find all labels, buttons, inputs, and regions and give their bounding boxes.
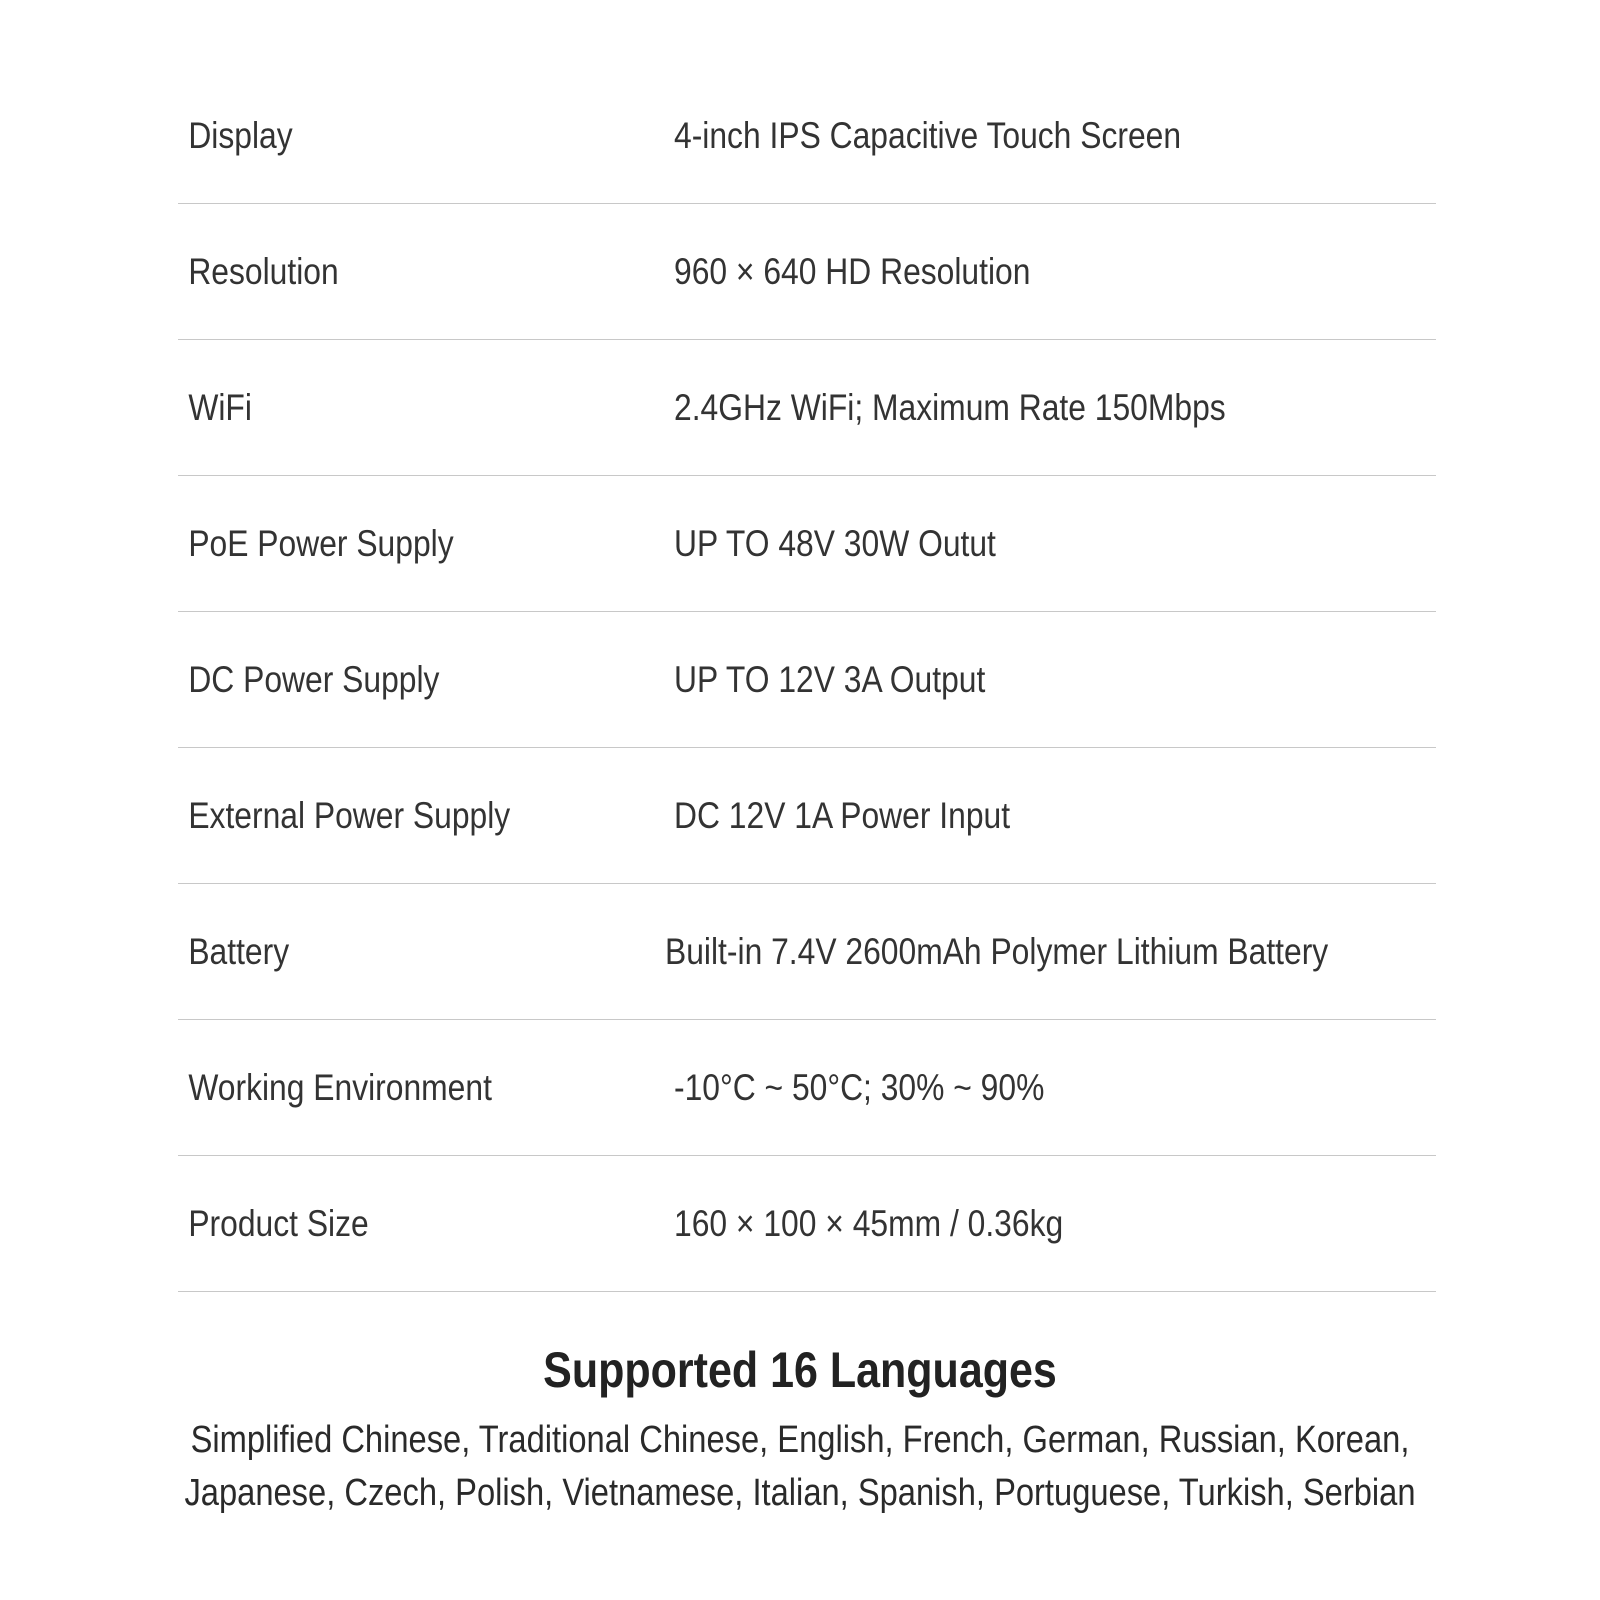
spec-row-working-environment [178,1020,1436,1156]
spec-value: 4-inch IPS Capacitive Touch Screen [674,114,1182,156]
spec-label: WiFi [188,386,252,428]
spec-label: DC Power Supply [188,658,440,700]
spec-label: Resolution [188,250,339,292]
spec-row-product-size [178,1156,1436,1292]
spec-label: Display [188,114,293,156]
languages-title: Supported 16 Languages [543,1342,1057,1398]
spec-row-poe-power-supply [178,476,1436,612]
spec-label: Product Size [188,1202,369,1244]
languages-section [0,1338,1600,1520]
spec-label: Battery [188,930,290,972]
spec-table [178,68,1436,1292]
spec-row-battery [178,884,1436,1020]
spec-row-display [178,68,1436,204]
spec-row-wifi [178,340,1436,476]
spec-value: -10°C ~ 50°C; 30% ~ 90% [674,1066,1045,1108]
languages-line: Japanese, Czech, Polish, Vietnamese, Italian, Spanish, Portuguese, Turkish, Serbian [184,1472,1416,1514]
spec-value: Built-in 7.4V 2600mAh Polymer Lithium Battery [664,930,1329,972]
spec-label: PoE Power Supply [188,522,454,564]
languages-line: Simplified Chinese, Traditional Chinese, English, French, German, Russian, Korean, [190,1419,1410,1461]
spec-label: External Power Supply [188,794,511,836]
languages-list [17,1414,1582,1520]
spec-value: DC 12V 1A Power Input [674,794,1011,836]
spec-row-external-power-supply [178,748,1436,884]
spec-value: 960 × 640 HD Resolution [674,250,1031,292]
spec-row-resolution [178,204,1436,340]
spec-value: 160 × 100 × 45mm / 0.36kg [674,1202,1064,1244]
spec-row-dc-power-supply [178,612,1436,748]
spec-value: UP TO 12V 3A Output [674,658,986,700]
spec-value: 2.4GHz WiFi; Maximum Rate 150Mbps [674,386,1226,428]
spec-value: UP TO 48V 30W Outut [674,522,996,564]
spec-label: Working Environment [188,1066,492,1108]
